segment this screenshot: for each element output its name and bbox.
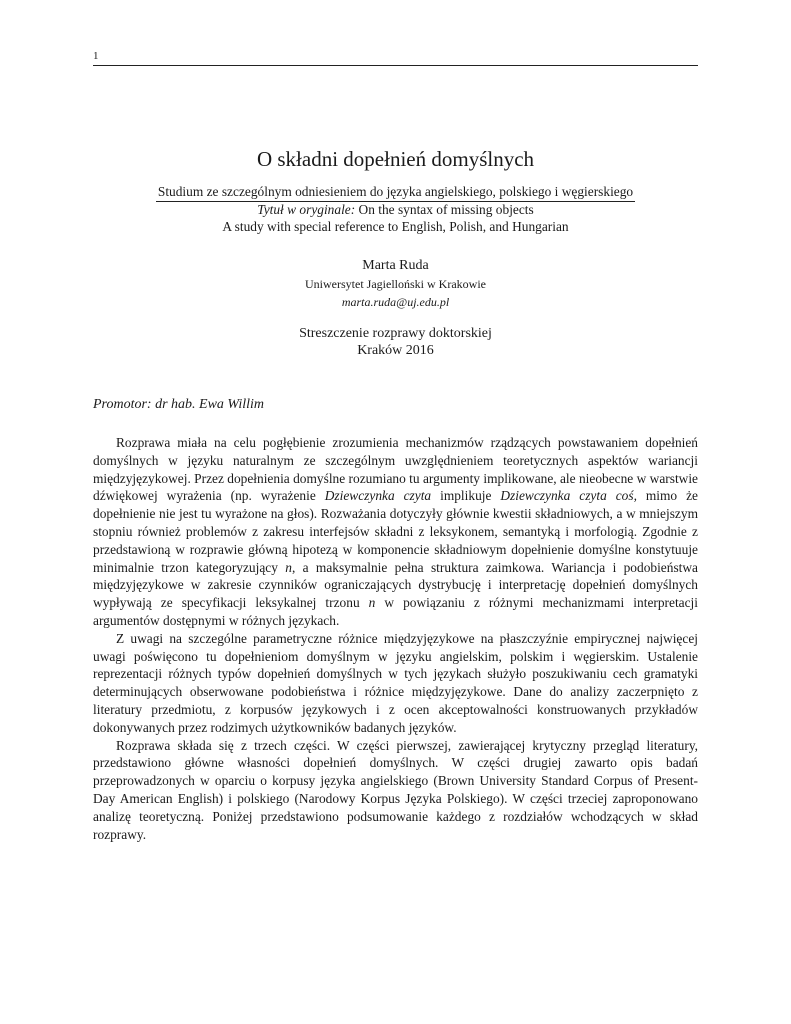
original-title-line	[93, 201, 698, 218]
p1-text-4: , a maksymalnie pełna struktura zaimkowa. Wariancja i podobieństwa międzyjęzykowe w zakresie czynników ograniczających dystrybucję i interpretację dopełnień domyślnych wypływają ze specyfikacji leksykalnej trzonu	[93, 559, 698, 611]
author-affiliation: Uniwersytet Jagielloński w Krakowie	[305, 277, 486, 291]
document-subtitle: Studium ze szczególnym odniesieniem do języka angielskiego, polskiego i węgierskiego	[156, 183, 635, 202]
abstract-paragraph-2: Z uwagi na szczególne parametryczne różnice międzyjęzykowe na płaszczyźnie empirycznej najwięcej uwagi poświęcono tu dopełnieniom domyślnym w języku angielskim, polskim i węgierskim. Ustalenie reprezentacji różnych typów dopełnień domyślnych w tych językach służyło poszukiwaniu cech gramatyki determinujących obserwowane podobieństwa i różnice międzyjęzykowe. Dane do analizy zaczerpnięto z literatury przedmiotu, z korpusów językowych i z ocen akceptowalności konstruowanych przykładów dokonywanych przez rodzimych użytkowników badanych języków.	[93, 630, 698, 735]
thesis-place-year: Kraków 2016	[357, 343, 434, 358]
abstract-paragraph-1	[93, 434, 698, 630]
promotor: Promotor: dr hab. Ewa Willim	[93, 397, 264, 412]
abstract-paragraph-3: Rozprawa składa się z trzech części. W części pierwszej, zawierającej krytyczny przegląd literatury, przedstawiono główne własności dopełnień domyślnych. W części drugiej zawarto opis badań przeprowadzonych w oparciu o korpusy języka angielskiego (Brown University Standard Corpus of Present-Day American English) i polskiego (Narodowy Korpus Języka Polskiego). W części trzeciej zaproponowano analizę teoretyczną. Poniżej przedstawiono podsumowanie każdego z rozdziałów wchodzących w skład rozprawy.	[93, 737, 698, 842]
author-name: Marta Ruda	[362, 258, 429, 273]
p1-symbol-n-2: n	[368, 595, 376, 611]
original-subtitle: A study with special reference to English, Polish, and Hungarian	[222, 219, 569, 234]
subtitle-container	[93, 183, 698, 202]
p1-text-1: Rozprawa miała na celu pogłębienie zrozumienia mechanizmów rządzących powstawaniem dopełnień domyślnych w języku naturalnym ze szczególnym uwzględnieniem teoretycznych aspektów wariancji międzyjęzykowej. Przez dopełnienia domyślne rozumiano tu argumenty implikowane, ale nieobecne w warstwie dźwiękowej wyrażenia (np. wyrażenie	[93, 435, 698, 504]
original-title-text: On the syntax of missing objects	[355, 202, 534, 217]
document-title: O składni dopełnień domyślnych	[256, 147, 535, 171]
p1-text-2: implikuje	[431, 488, 501, 504]
header-rule	[93, 65, 698, 66]
page-number: 1	[93, 50, 99, 62]
p1-text-5: w powiązaniu z różnymi mechanizmami interpretacji argumentów dostępnymi w różnych językach.	[93, 595, 698, 628]
p1-symbol-n-1: n	[285, 559, 292, 575]
author-email[interactable]: marta.ruda@uj.edu.pl	[341, 295, 450, 309]
p1-example-1: Dziewczynka czyta	[324, 488, 432, 504]
thesis-type: Streszczenie rozprawy doktorskiej	[299, 326, 492, 341]
abstract-body	[93, 434, 698, 843]
p1-text-3: mimo że dopełnienie nie jest tu wyrażone na głos). Rozważania dotyczyły głównie kwestii składniowych, a w mniejszym stopniu również problemów z zakresu interfejsów składni z leksykonem, semantyką i morfologią. Zgodnie z przedstawioną w rozprawie główną hipotezą w komponencie składniowym dopełnienie domyślne konstytuuje minimalnie trzon kategoryzujący	[93, 488, 698, 575]
original-title-label: Tytuł w oryginale:	[257, 202, 356, 217]
p1-example-2: Dziewczynka czyta coś,	[500, 488, 637, 504]
